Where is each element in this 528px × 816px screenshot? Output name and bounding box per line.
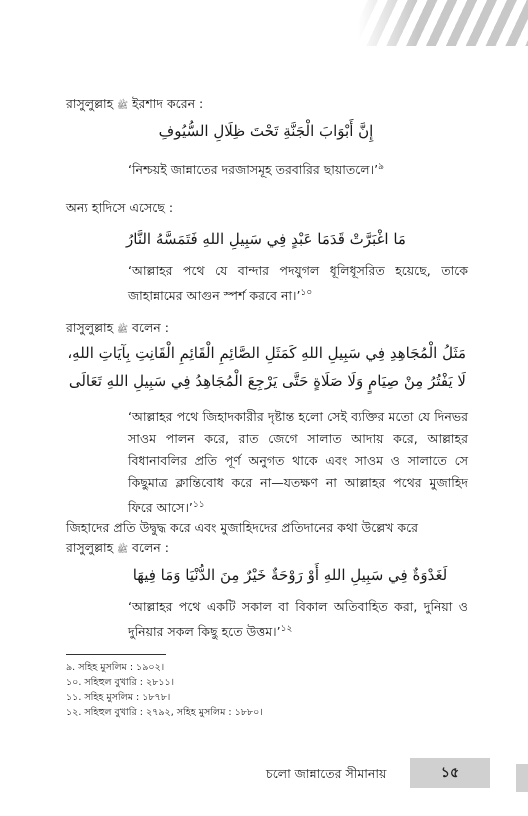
section4-intro [66,518,476,560]
translation-text: ‘আল্লাহর পথে জিহাদকারীর দৃষ্টান্ত হলো সেই ব্যক্তির মতো যে দিনভর সাওম পালন করে, রাত জেগে সালাত আদায় করে, আল্লাহর বিধানাবলির প্রতি পূর্ণ অনুগত থাকে এবং সাওম ও সালাতে সে কিছুমাত্র ক্লান্তিবোধ করে না—যতক্ষণ না আল্লাহর পথের মুজাহিদ ফিরে আসে।’ [128,409,468,516]
footnote-item: ৯. সহিহ মুসলিম : ১৯০২। [66,662,165,673]
prophet-name: রাসুলুল্লাহ [66,320,114,335]
translation-text: ‘নিশ্চয়ই জান্নাতের দরজাসমূহ তরবারির ছায়াতলে।’ [128,162,379,178]
footnote-item: ১২. সহিহুল বুখারি : ২৭৯২, সহিহ মুসলিম : ১৮৮০। [66,707,263,718]
footnote-ref: ১১ [192,500,205,510]
intro-text: বলেন : [132,320,169,335]
prophet-name: রাসুলুল্লাহ [66,96,114,111]
footnote-ref: ১০ [300,288,313,298]
salutation-symbol: ﷺ [117,545,129,555]
footnote-item: ১১. সহিহ মুসলিম : ১৮৭৮। [66,692,171,703]
page-number: ১৫ [410,758,490,788]
salutation-symbol: ﷺ [117,325,129,335]
arabic-hadith-1: إِنَّ أَبْوَابَ الْجَنَّةِ تَحْتَ ظِلَالِ السُّيُوفِ [158,122,374,140]
translation-text: ‘আল্লাহর পথে যে বান্দার পদযুগল ধূলিধূসরিত হয়েছে, তাকে জাহান্নামের আগুন স্পর্শ করবে না।’ [128,263,468,304]
footnote-ref: ১২ [280,624,293,634]
corner-stripes-decoration [358,0,528,46]
prophet-name: রাসুলুল্লাহ [66,540,114,555]
arabic-hadith-2: مَا اغْبَرَّتْ قَدَمَا عَبْدٍ فِي سَبِيلِ اللهِ فَتَمَسَّهُ النَّارُ [126,230,406,248]
footnote-item: ১০. সহিহুল বুখারি : ২৮১১। [66,677,175,688]
translation-3 [128,406,468,519]
book-title: চলো জান্নাতের সীমানায় [266,766,387,781]
intro-text: বলেন : [132,540,169,555]
translation-1 [128,156,468,181]
intro-text: ইরশাদ করেন : [132,96,204,111]
salutation-symbol: ﷺ [117,101,129,111]
translation-2 [128,260,468,307]
section3-intro [66,318,466,340]
section1-intro [66,94,466,116]
footer-bar [516,764,528,792]
translation-4 [128,596,468,643]
intro-line-2 [66,538,476,560]
arabic-hadith-3-line1: مَثَلُ الْمُجَاهِدِ فِي سَبِيلِ اللهِ كَمَثَلِ الصَّائِمِ الْقَائِمِ الْقَانِتِ بِآيَاتِ اللهِ، [67,344,466,362]
arabic-hadith-4: لَغَدْوَةٌ فِي سَبِيلِ اللهِ أَوْ رَوْحَةٌ خَيْرٌ مِنَ الدُّنْيَا وَمَا فِيهَا [132,566,448,584]
footnote-ref: ৯ [378,162,384,172]
intro-line: জিহাদের প্রতি উদ্বুদ্ধ করে এবং মুজাহিদদের প্রতিদানের কথা উল্লেখ করে [66,520,419,535]
footnote-divider [66,654,166,655]
section2-intro: অন্য হাদিসে এসেছে : [66,200,174,215]
footnotes [66,660,263,720]
translation-text: ‘আল্লাহর পথে একটি সকাল বা বিকাল অতিবাহিত করা, দুনিয়া ও দুনিয়ার সকল কিছু হতে উত্তম।’ [128,599,468,640]
arabic-hadith-3-line2: لَا يَفْتُرُ مِنْ صِيَامٍ وَلَا صَلَاةٍ حَتَّى يَرْجِعَ الْمُجَاهِدُ فِي سَبِيلِ اللهِ تَعَالَى [68,372,466,390]
